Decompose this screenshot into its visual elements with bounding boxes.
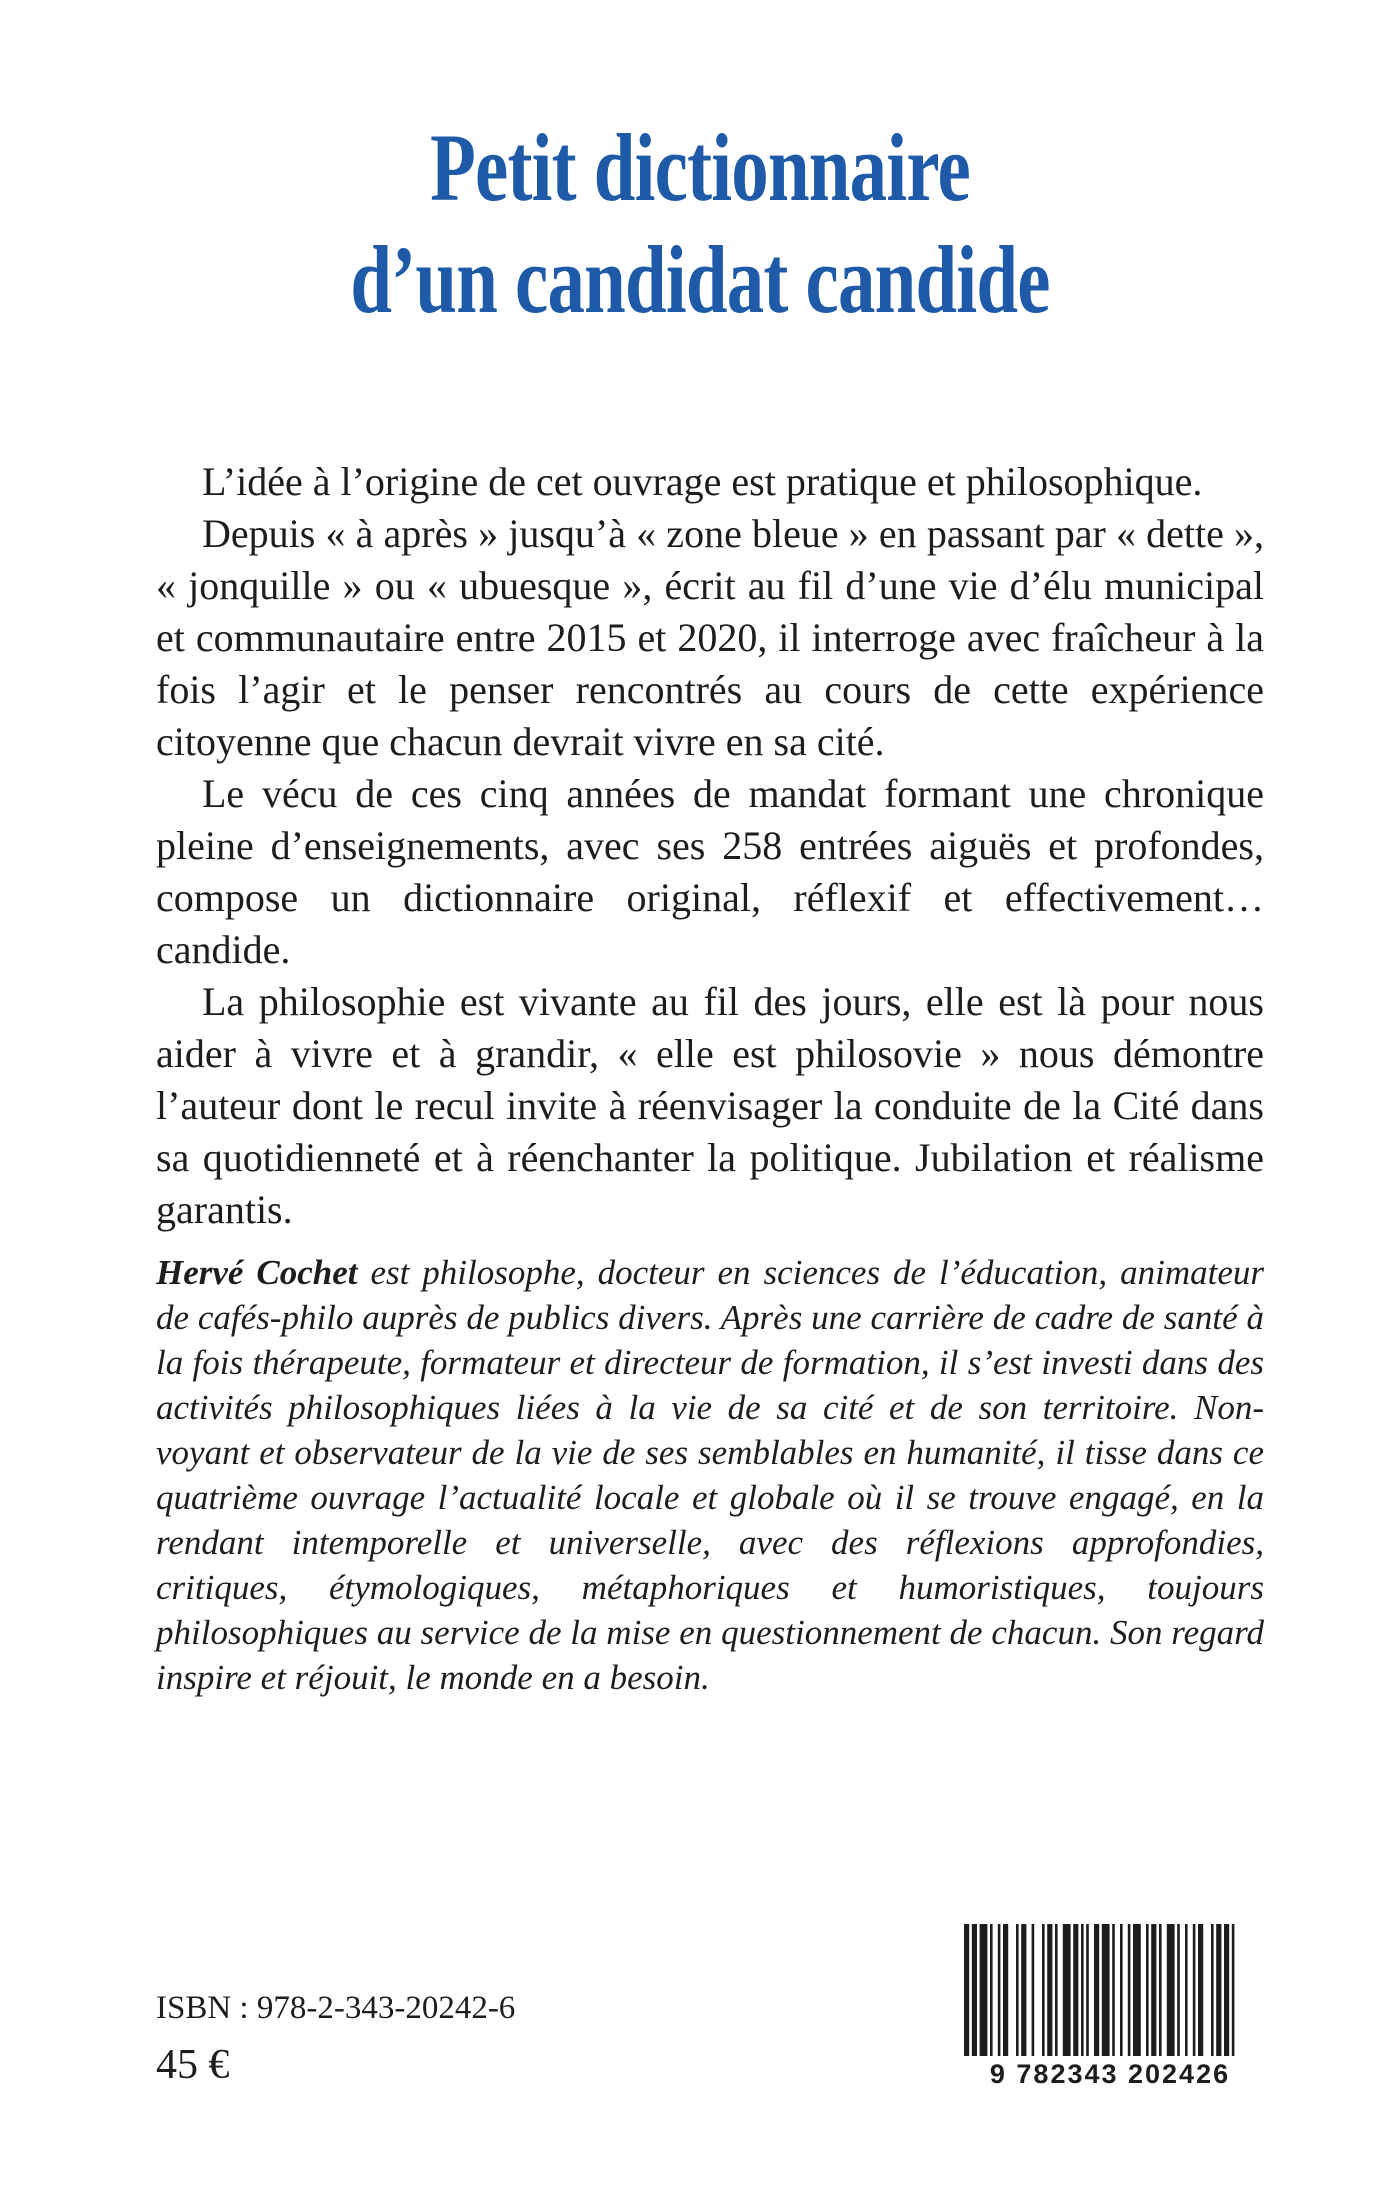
barcode-bar [1193,1924,1196,2064]
barcode-bar [1047,1924,1052,2064]
barcode-bar [1120,1924,1123,2064]
barcode-bar [1003,1924,1008,2064]
blurb-paragraph-3: Le vécu de ces cinq années de mandat formant une chronique pleine d’enseignements, avec ses 258 entrées aiguës et profondes, compose un dictionnaire original, réflexif et effectivement… candide. [156,771,1264,972]
barcode-bar [998,1924,1001,2064]
barcode-bar [972,1924,977,2064]
barcode-bar [1128,1924,1131,2064]
blurb-paragraph-4: La philosophie est vivante au fil des jours, elle est là pour nous aider à vivre et à grandir, « elle est philosovie » nous démontre l’auteur dont le recul invite à réenvisager la conduite de la Cité dans sa quotidienneté et à réenchanter la politique. Jubilation et réalisme garantis. [156,979,1264,1232]
barcode-bar [1042,1924,1045,2064]
title-line-1: Petit dictionnaire [430,114,970,221]
barcode-bar [1063,1924,1071,2064]
barcode-bar [1021,1924,1026,2064]
barcode-bar [1032,1924,1035,2064]
barcode-bar [1073,1924,1078,2064]
barcode-bar [1198,1924,1203,2064]
barcode-bar [1232,1924,1235,2064]
author-biography [156,1250,1264,1700]
barcode-bar [1086,1924,1089,2064]
barcode-bar [980,1924,988,2064]
isbn-label: ISBN : 978-2-343-20242-6 [156,1990,516,2026]
book-title [154,112,1246,336]
barcode-bar [1177,1924,1180,2064]
barcode-bar [964,1924,969,2064]
barcode-bar [1211,1924,1214,2064]
barcode-bar [1094,1924,1099,2064]
barcode-bar [1216,1924,1221,2064]
barcode-bars [960,1920,1260,2070]
barcode-bar [1159,1924,1162,2064]
barcode [960,1920,1260,2100]
barcode-bar [1112,1924,1115,2064]
author-name: Hervé Cochet [156,1253,358,1292]
barcode-bar [1055,1924,1058,2064]
barcode-bar [1185,1924,1188,2064]
title-line-2: d’un candidat candide [350,226,1050,333]
price-label: 45 € [156,2042,230,2088]
barcode-bar [1016,1924,1019,2064]
barcode-bar [990,1924,993,2064]
barcode-bar [1102,1924,1110,2064]
blurb-paragraph-1: L’idée à l’origine de cet ouvrage est pratique et philosophique. [202,459,1203,504]
barcode-bar [1167,1924,1175,2064]
barcode-digits: 9 782343 202426 [960,2056,1260,2092]
back-cover-blurb [156,456,1264,1236]
blurb-paragraph-2: Depuis « à après » jusqu’à « zone bleue » en passant par « dette », « jonquille » ou « ubuesque », écrit au fil d’une vie d’élu municipal et communautaire entre 2015 et 2020, il interroge avec fraîcheur à la fois l’agir et le penser rencontrés au cours de cette expérience citoyenne que chacun devrait vivre en sa cité. [156,511,1264,764]
barcode-bar [1224,1924,1229,2064]
barcode-bar [1151,1924,1156,2064]
barcode-bar [1146,1924,1149,2064]
author-bio-text: est philosophe, docteur en sciences de l’éducation, animateur de cafés-philo auprès de publics divers. Après une carrière de cadre de santé à la fois thérapeute, formateur et directeur de formation, il s’est investi dans des activités philosophiques liées à la vie de sa cité et de son territoire. Non-voyant et observateur de la vie de ses semblables en humanité, il tisse dans ce quatrième ouvrage l’actualité locale et globale où il se trouve engagé, en la rendant intemporelle et universelle, avec des réflexions approfondies, critiques, étymologiques, métaphoriques et humoristiques, toujours philosophiques au service de la mise en questionnement de chacun. Son regard inspire et réjouit, le monde en a besoin. [156,1253,1264,1697]
barcode-bar [1081,1924,1084,2064]
barcode-bar [1133,1924,1141,2064]
